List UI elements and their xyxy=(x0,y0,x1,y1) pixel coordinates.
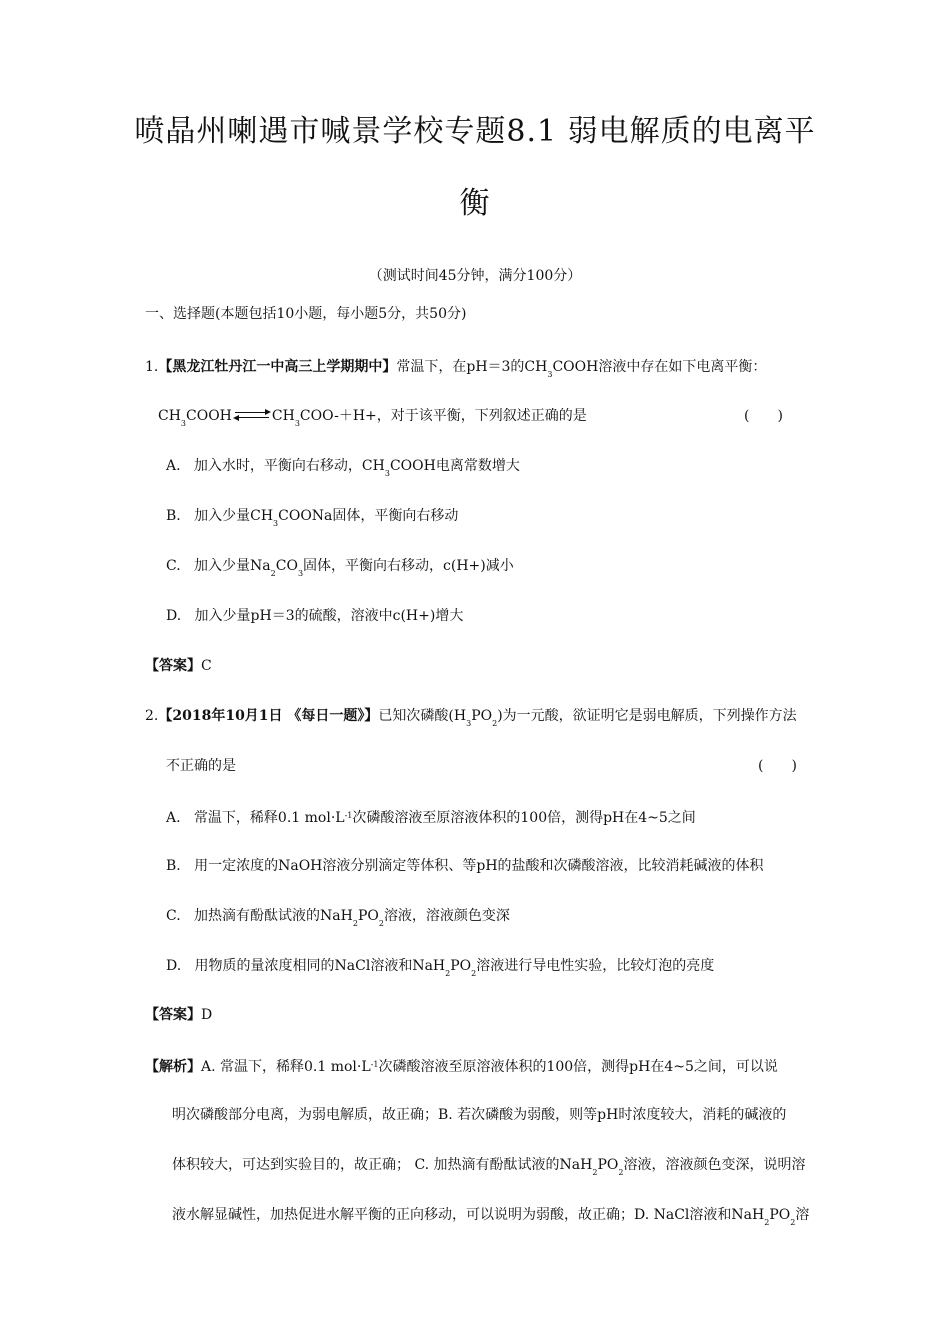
q1-stem: 1.【黑龙江牡丹江一中高三上学期期中】常温下，在pH＝3的$CH_3COOH$溶液中存在如下电离平衡： xyxy=(145,359,767,379)
q2-option-c: C. 加热滴有酚酞试液的$NaH_2PO_2$溶液，溶液颜色变深 xyxy=(166,908,510,928)
q1-option-c: C. 加入少量$Na_2CO_3$固体，平衡向右移动，c(H+)减小 xyxy=(166,558,514,578)
q2-option-d: D. 用物质的量浓度相同的NaCl溶液和$NaH_2PO_2$溶液进行导电性实验，比较灯泡的亮度 xyxy=(166,958,715,978)
q2-analysis-line3: 体积较大，可达到实验目的，故正确； C. 加热滴有酚酞试液的$NaH_2PO_2$溶液，溶液颜色变深，说明溶 xyxy=(172,1157,806,1177)
q2-number: 2. xyxy=(145,708,159,724)
q1-option-b: B. 加入少量$CH_3COONa$固体，平衡向右移动 xyxy=(166,508,459,528)
q2-option-b: B. 用一定浓度的NaOH溶液分别滴定等体积、等pH的盐酸和次磷酸溶液，比较消耗碱液的体积 xyxy=(166,858,764,874)
q2-analysis-line1: 【解析】A. 常温下，稀释0.1 $mol\cdot L^{-1}$次磷酸溶液至原溶液体积的100倍，测得pH在4~5之间，可以说 xyxy=(145,1059,778,1075)
q1-equation: $CH_3COOH$ $CH_3COO-+H+$，对于该平衡，下列叙述正确的是 xyxy=(158,408,587,428)
document-title-line1: 喷晶州喇遇市喊景学校专题8.1 弱电解质的电离平 xyxy=(134,114,816,149)
q1-option-a: A. 加入水时，平衡向右移动，$CH_3COOH$电离常数增大 xyxy=(166,458,520,478)
q1-answer-blank: ( ) xyxy=(744,408,783,424)
q1-option-d: D. 加入少量pH＝3的硫酸，溶液中c(H+)增大 xyxy=(166,608,464,624)
equilibrium-arrows-icon xyxy=(233,409,271,423)
q1-answer: 【答案】C xyxy=(145,658,212,674)
q2-stem: 2.【2018年10月1日 《每日一题》】已知次磷酸$(H_3PO_2)$为一元酸，欲证明它是弱电解质，下列操作方法 xyxy=(145,708,797,728)
q2-analysis-line4: 液水解显碱性，加热促进水解平衡的正向移动，可以说明为弱酸，故正确；D. NaCl溶液和$NaH_2PO_2$溶 xyxy=(172,1207,810,1227)
q2-answer-blank: ( ) xyxy=(758,758,797,774)
q2-option-a: A. 常温下，稀释0.1 $mol\cdot L^{-1}$次磷酸溶液至原溶液体积的100倍，测得pH在4~5之间 xyxy=(166,810,696,826)
q1-source: 【黑龙江牡丹江一中高三上学期期中】 xyxy=(158,359,397,375)
q2-answer: 【答案】D xyxy=(145,1007,213,1023)
q1-number: 1. xyxy=(145,359,159,375)
document-title-line2: 衡 xyxy=(459,186,491,221)
q2-analysis-line2: 明次磷酸部分电离，为弱电解质，故正确；B. 若次磷酸为弱酸，则等pH时浓度较大，消耗的碱液的 xyxy=(172,1107,787,1123)
section-heading: 一、选择题(本题包括10小题，每小题5分，共50分) xyxy=(145,306,467,322)
q2-source: 【2018年10月1日 《每日一题》】 xyxy=(158,708,379,724)
test-info: （测试时间45分钟，满分100分） xyxy=(368,268,582,284)
q2-stem-line2: 不正确的是 xyxy=(166,758,236,774)
